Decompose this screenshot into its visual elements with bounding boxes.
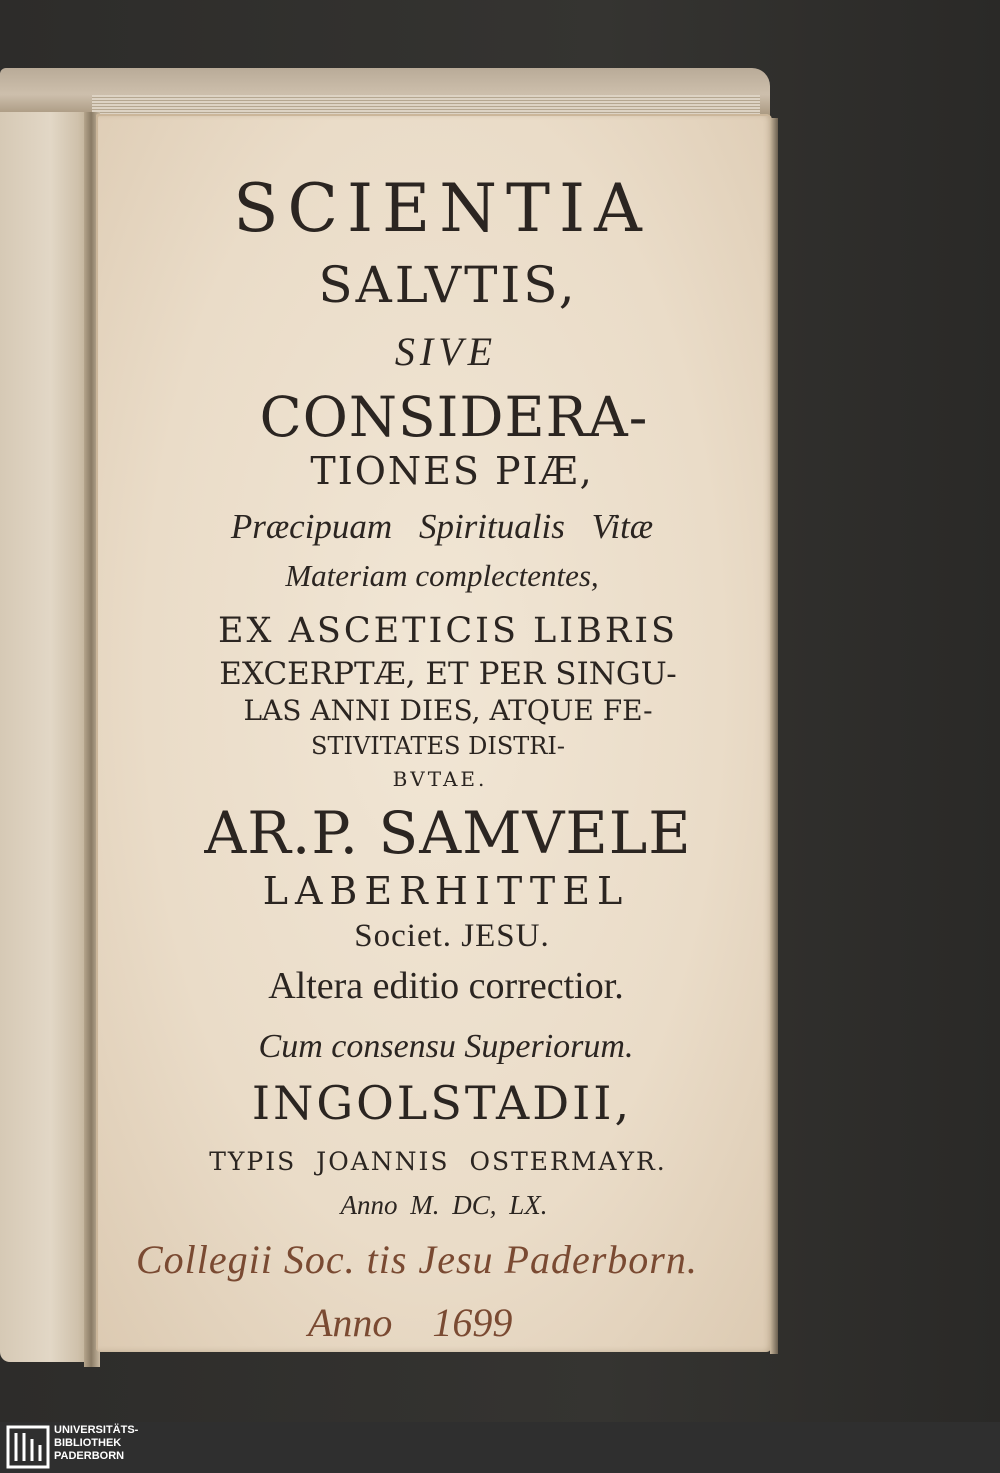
title-line-12: BVTAE. bbox=[392, 767, 488, 791]
title-line-13: AR.P. SAMVELE bbox=[204, 799, 692, 867]
library-logo-line-3: PADERBORN bbox=[54, 1450, 125, 1462]
title-line-18: INGOLSTADII, bbox=[251, 1076, 633, 1130]
title-line-10: LAS ANNI DIES, ATQUE FE- bbox=[243, 694, 653, 727]
title-line-7: Materiam complectentes, bbox=[285, 558, 599, 593]
title-line-16: Altera editio correctior. bbox=[268, 965, 624, 1007]
title-line-6: Præcipuam Spiritualis Vitæ bbox=[230, 507, 654, 546]
title-line-17: Cum consensu Superiorum. bbox=[258, 1028, 634, 1065]
title-line-4: CONSIDERA- bbox=[259, 385, 649, 449]
title-line-15: Societ. JESU. bbox=[354, 918, 550, 954]
library-logo-line-2: BIBLIOTHEK bbox=[54, 1437, 122, 1449]
title-line-2: SALVTIS, bbox=[318, 256, 578, 314]
handwritten-inscription-line-2: Anno 1699 bbox=[308, 1300, 513, 1345]
title-line-8: EX ASCETICIS LIBRIS bbox=[218, 611, 678, 651]
title-line-9: EXCERPTÆ, ET PER SINGU- bbox=[219, 656, 677, 692]
title-line-3: SIVE bbox=[394, 329, 498, 374]
title-line-19: TYPIS JOANNIS OSTERMAYR. bbox=[209, 1147, 667, 1176]
library-logo-line-1: UNIVERSITÄTS- bbox=[54, 1424, 139, 1436]
left-page bbox=[0, 112, 92, 1362]
title-page bbox=[96, 114, 772, 1352]
handwritten-inscription-line-1: Collegii Soc. tis Jesu Paderborn. bbox=[136, 1237, 698, 1282]
title-line-1: SCIENTIA bbox=[233, 170, 651, 247]
library-footer-bar bbox=[0, 1422, 1000, 1473]
library-logo-icon bbox=[6, 1425, 50, 1469]
title-line-14: LABERHITTEL bbox=[262, 869, 630, 913]
library-logo-text bbox=[54, 1424, 138, 1463]
title-line-11: STIVITATES DISTRI- bbox=[311, 732, 565, 760]
title-line-20: Anno M. DC, LX. bbox=[340, 1190, 548, 1220]
title-line-5: TIONES PIÆ, bbox=[310, 449, 594, 493]
